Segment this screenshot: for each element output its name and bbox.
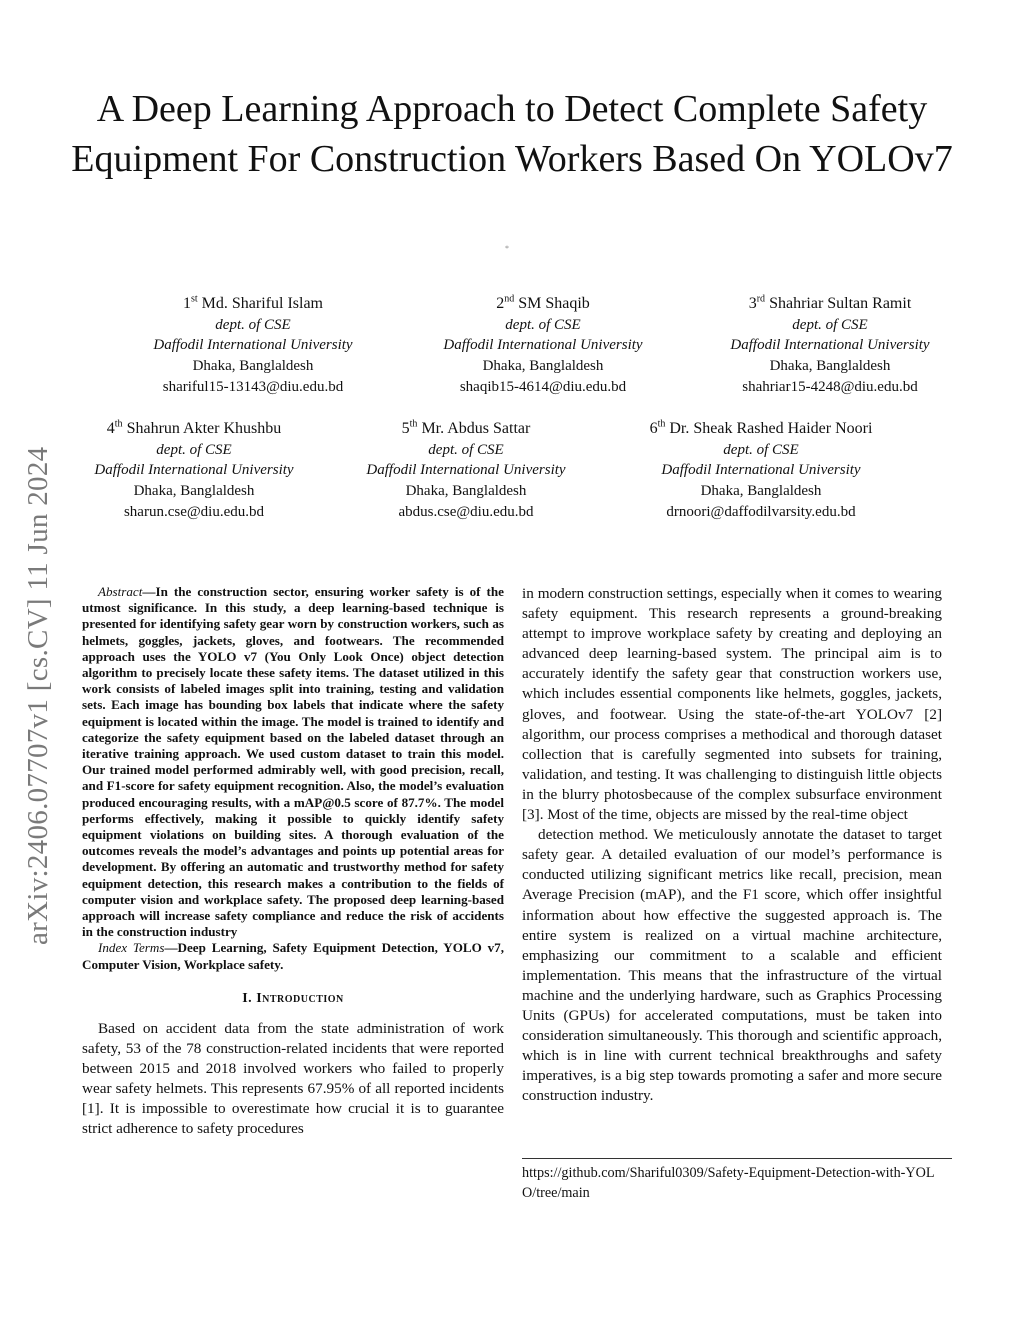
author-university: Daffodil International University (730, 337, 930, 354)
intro-paragraph-1: Based on accident data from the state administration of work safety, 53 of the 78 construction-related incidents that were reported between 2015 and 2018 involved workers who failed to properly wear safety helmets. This represents 67.95% of all reported incidents [1]. It is impossible to overestimate how crucial it is to guarantee strict adherence to safety procedures (82, 1019, 504, 1138)
author-dept: dept. of CSE (215, 316, 291, 333)
author-block-5: 5th Mr. Abdus Sattar dept. of CSE Daffodil International University Dhaka, Banglaldesh abdus.cse@diu.edu.bd (348, 419, 584, 523)
author-dept: dept. of CSE (723, 441, 799, 458)
author-university: Daffodil International University (366, 462, 566, 479)
author-name: Shahriar Sultan Ramit (769, 295, 912, 312)
intro-paragraph-continued: in modern construction settings, especially when it comes to wearing safety equipment. This research represents a ground-breaking attempt to improve workplace safety by creating and deploying an advanced deep learning-based system. The principal aim is to accurately identify the safety gear that construction workers use, which includes essential components like helmets, goggles, jackets, gloves, and footwear. Using the state-of-the-art YOLOv7 [2] algorithm, our process comprises a methodical and thorough dataset collection that is carefully segmented into subsets for training, validation, and testing. It was challenging to distinguish little objects in the blurry photosbecause of the complex subsurface environment [3]. Most of the time, objects are missed by the real-time object (522, 585, 942, 824)
author-city: Dhaka, Banglaldesh (133, 483, 255, 500)
section-heading-introduction: I. Introduction (242, 990, 344, 1006)
author-dept: dept. of CSE (792, 316, 868, 333)
author-city: Dhaka, Banglaldesh (482, 358, 604, 375)
author-block-2: 2nd SM Shaqib dept. of CSE Daffodil International University Dhaka, Banglaldesh shaqib15-4614@diu.edu.bd (425, 294, 661, 398)
author-name: Shahrun Akter Khushbu (126, 420, 282, 437)
author-dept: dept. of CSE (156, 441, 232, 458)
author-university: Daffodil International University (153, 337, 353, 354)
author-email: shaqib15-4614@diu.edu.bd (459, 378, 627, 395)
author-email: shariful15-13143@diu.edu.bd (162, 378, 344, 395)
author-email: abdus.cse@diu.edu.bd (398, 503, 534, 520)
author-name: Md. Shariful Islam (201, 295, 323, 312)
author-dept: dept. of CSE (505, 316, 581, 333)
author-block-1: 1st Md. Shariful Islam dept. of CSE Daffodil International University Dhaka, Banglaldesh shariful15-13143@diu.edu.bd (137, 294, 369, 398)
abstract (82, 584, 504, 940)
author-block-3: 3rd Shahriar Sultan Ramit dept. of CSE Daffodil International University Dhaka, Banglaldesh shahriar15-4248@diu.edu.bd (712, 294, 948, 398)
author-name: SM Shaqib (518, 295, 590, 312)
author-block-4: 4th Shahrun Akter Khushbu dept. of CSE Daffodil International University Dhaka, Banglaldesh sharun.cse@diu.edu.bd (76, 419, 312, 523)
abstract-text: —In the construction sector, ensuring worker safety is of the utmost significance. In this study, a deep learning-based technique is presented for identifying safety gear worn by construction workers, such as helmets, goggles, jackets, gloves, and footwears. The recommended approach uses the YOLO v7 (You Only Look Once) object detection algorithm to precisely locate these safety items. The dataset utilized in this work consists of labeled images split into training, testing and validation sets. Each image has bounding box labels that indicate where the safety equipment is located within the image. The model is trained to identify and categorize the safety equipment based on the labeled dataset through an iterative training approach. We used custom dataset to train this model. Our trained model performed admirably well, with good precision, recall, and F1-score for safety equipment recognition. Also, the model’s evaluation produced encouraging results, with a mAP@0.5 score of 87.7%. The model performs effectively, making it possible to quickly identify safety equipment violations on building sites. A thorough evaluation of the outcomes reveals the model’s advantages and points up potential areas for development. By offering an automatic and trustworthy method for safety equipment detection, this research makes a contribution to the fields of computer vision and workplace safety. The proposed deep learning-based approach will increase safety compliance and reduce the risk of accidents in the construction industry (82, 584, 504, 940)
author-email: shahriar15-4248@diu.edu.bd (742, 378, 918, 395)
left-column (82, 584, 504, 1140)
title-footnote-mark: * (505, 244, 509, 253)
author-university: Daffodil International University (94, 462, 294, 479)
author-city: Dhaka, Banglaldesh (192, 358, 314, 375)
author-city: Dhaka, Banglaldesh (700, 483, 822, 500)
arxiv-identifier: arXiv:2406.07707v1 [cs.CV] 11 Jun 2024 (22, 446, 54, 945)
author-name: Mr. Abdus Sattar (421, 420, 531, 437)
author-city: Dhaka, Banglaldesh (769, 358, 891, 375)
abstract-label: Abstract (98, 584, 143, 599)
right-column (522, 584, 942, 1106)
author-city: Dhaka, Banglaldesh (405, 483, 527, 500)
author-university: Daffodil International University (443, 337, 643, 354)
index-terms-text: —Deep Learning, Safety Equipment Detection, YOLO v7, Computer Vision, Workplace safety. (82, 940, 504, 972)
index-terms-label: Index Terms (98, 940, 165, 956)
author-email: sharun.cse@diu.edu.bd (123, 503, 265, 520)
footnote-rule (522, 1158, 952, 1159)
paper-title: A Deep Learning Approach to Detect Complete Safety Equipment For Construction Workers Based On YOLOv7 (71, 88, 953, 180)
author-name: Dr. Sheak Rashed Haider Noori (669, 420, 873, 437)
index-terms (82, 940, 504, 972)
author-email: drnoori@daffodilvarsity.edu.bd (666, 503, 856, 520)
author-dept: dept. of CSE (428, 441, 504, 458)
intro-paragraph-2: detection method. We meticulously annotate the dataset to target safety gear. A detailed evaluation of our model’s performance is conducted utilizing significant metrics like recall, precision, mean Average Precision (mAP), and the F1 score, which offer insightful information about how effective the suggested approach is. The entire system is realized on a virtual machine architecture, emphasizing our commitment to a scalable and efficient implementation. This means that the infrastructure of the virtual machine and the underlying hardware, such as Graphics Processing Units (GPUs) for accelerated computations, must be taken into consideration simultaneously. This thorough and scientific approach, which is in line with current technical breakthroughs and safety imperatives, is a big step towards promoting a safer and more secure construction industry. (522, 826, 942, 1105)
author-university: Daffodil International University (661, 462, 861, 479)
footnote-repo-link[interactable]: https://github.com/Shariful0309/Safety-Equipment-Detection-with-YOLO/tree/main (522, 1165, 935, 1201)
author-block-6: 6th Dr. Sheak Rashed Haider Noori dept. of CSE Daffodil International University Dhaka, Banglaldesh drnoori@daffodilvarsity.edu.bd (620, 419, 902, 523)
